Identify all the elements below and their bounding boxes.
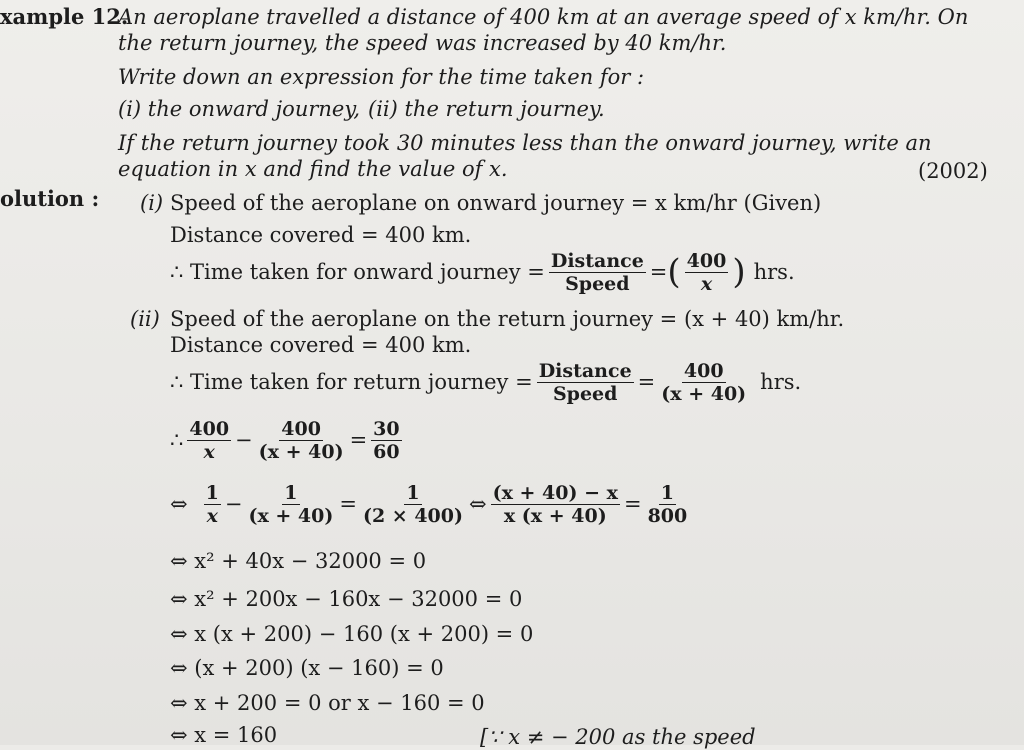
equation-8: ⇔ x = 160	[170, 723, 278, 747]
return-suffix: hrs.	[760, 370, 802, 394]
problem-line-1: An aeroplane travelled a distance of 400 km at an average speed of x km/hr. On	[118, 5, 969, 29]
eq2-f2-num: 1	[284, 481, 298, 504]
onward-fraction-2-num: 400	[686, 249, 727, 272]
eq2-f5-den: 800	[647, 504, 688, 527]
return-fraction-2	[659, 360, 748, 405]
eq2-f5-num: 1	[660, 481, 675, 504]
eq1-f2-num: 400	[281, 417, 321, 440]
return-fraction-2-den: (x + 40)	[661, 382, 747, 405]
onward-fraction-1-num: Distance	[550, 249, 644, 272]
eq2-f4-num: (x + 40) − x	[492, 481, 618, 504]
eq2-iff: ⇔	[170, 492, 188, 516]
eq1-f1-den: x	[203, 440, 215, 463]
problem-line-3: Write down an expression for the time taken for :	[118, 65, 645, 89]
problem-part-i: (i) the onward journey,	[118, 97, 361, 121]
return-fraction-2-num: 400	[683, 359, 724, 382]
onward-fraction-2-den: x	[700, 272, 713, 295]
onward-eq: =	[649, 260, 668, 284]
eq2-f1-den: x	[206, 504, 218, 527]
onward-time-line	[170, 244, 795, 300]
return-fraction-1	[537, 360, 634, 405]
eq2-iff-2: ⇔	[468, 492, 487, 516]
eq1-fraction-1	[187, 418, 231, 463]
return-eq: =	[637, 370, 656, 394]
return-fraction-1-num: Distance	[538, 359, 632, 382]
return-time-line	[170, 354, 801, 410]
eq2-fraction-2	[246, 482, 335, 527]
solution-line-5: Distance covered = 400 km.	[170, 333, 472, 357]
paren-close: )	[732, 252, 746, 292]
solution-label: olution :	[0, 186, 100, 211]
problem-line-5: If the return journey took 30 minutes less than the onward journey, write an	[118, 131, 932, 155]
eq1-f1-num: 400	[189, 417, 230, 440]
eq1-f3-num: 30	[373, 417, 400, 440]
return-fraction-1-den: Speed	[552, 382, 618, 405]
eq2-f1-num: 1	[205, 481, 219, 504]
eq1-minus: −	[235, 428, 253, 452]
solution-line-4: Speed of the aeroplane on the return journey = (x + 40) km/hr.	[170, 307, 845, 331]
equation-7: ⇔ x + 200 = 0 or x − 160 = 0	[170, 691, 485, 715]
eq2-f4-den: x (x + 40)	[503, 504, 607, 527]
eq1-f2-den: (x + 40)	[258, 440, 344, 463]
eq2-fraction-1	[204, 482, 221, 527]
onward-fraction-1	[549, 250, 646, 295]
eq2-fraction-4	[491, 482, 620, 527]
eq2-minus: −	[224, 492, 243, 516]
solution-marker-i: (i)	[140, 191, 164, 215]
eq2-fraction-5	[646, 482, 690, 527]
eq2-eq-2: =	[623, 492, 642, 516]
solution-line-1: Speed of the aeroplane on onward journey = x km/hr (Given)	[170, 191, 822, 215]
equation-5: ⇔ x (x + 200) − 160 (x + 200) = 0	[170, 622, 534, 646]
onward-fraction-2	[685, 250, 729, 295]
eq1-therefore: ∴	[170, 428, 184, 452]
problem-part-ii: (ii) the return journey.	[368, 97, 605, 121]
onward-time-prefix: ∴ Time taken for onward journey =	[170, 260, 545, 284]
equation-8-note: [∵ x ≠ − 200 as the speed	[480, 725, 756, 749]
eq2-eq: =	[339, 492, 357, 516]
onward-suffix: hrs.	[753, 260, 795, 284]
onward-fraction-1-den: Speed	[565, 272, 630, 295]
equation-6: ⇔ (x + 200) (x − 160) = 0	[170, 656, 444, 680]
solution-marker-ii: (ii)	[130, 307, 160, 331]
eq1-fraction-3	[371, 418, 401, 463]
equation-2	[170, 476, 693, 532]
solution-line-2: Distance covered = 400 km.	[170, 223, 472, 247]
equation-4: ⇔ x² + 200x − 160x − 32000 = 0	[170, 587, 523, 611]
paren-open: (	[667, 252, 681, 292]
example-label: xample 12.	[0, 4, 129, 29]
eq2-f2-den: (x + 40)	[248, 504, 334, 527]
eq1-f3-den: 60	[373, 440, 400, 463]
equation-1	[170, 412, 406, 468]
eq2-f3-den: (2 × 400)	[362, 504, 463, 527]
eq1-fraction-2	[257, 418, 346, 463]
equation-3: ⇔ x² + 40x − 32000 = 0	[170, 549, 427, 573]
return-time-prefix: ∴ Time taken for return journey =	[170, 370, 533, 394]
eq2-fraction-3	[361, 482, 465, 527]
eq1-eq: =	[349, 428, 368, 452]
problem-line-6: equation in x and find the value of x.	[118, 157, 508, 181]
problem-line-2: the return journey, the speed was increased by 40 km/hr.	[118, 31, 727, 55]
eq2-f3-num: 1	[406, 481, 420, 504]
year-tag: (2002)	[918, 159, 988, 183]
